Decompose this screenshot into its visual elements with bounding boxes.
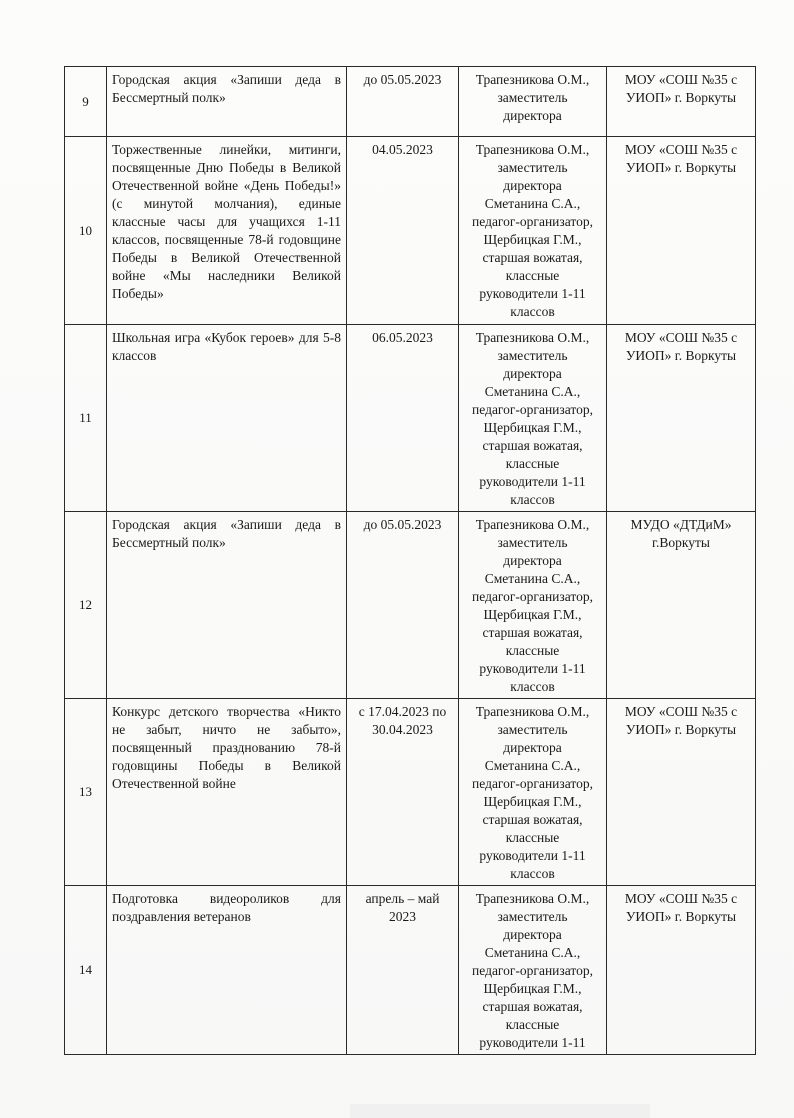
responsible-line: педагог-организатор, [472, 963, 593, 978]
responsible-line: Сметанина С.А., [484, 384, 581, 399]
responsible-line: Щербицкая Г.М., [483, 794, 582, 809]
responsible-line: классов [510, 866, 555, 881]
responsible-line: заместитель [497, 722, 568, 737]
responsible-line: педагог-организатор, [472, 589, 593, 604]
location-line: УИОП» г. Воркуты [625, 909, 737, 924]
responsible-line: классов [510, 679, 555, 694]
table-row [65, 512, 756, 699]
responsible-line: Сметанина С.А., [484, 758, 581, 773]
responsible-line: директора [503, 740, 562, 755]
responsible-line: директора [503, 366, 562, 381]
row-number: 13 [65, 699, 107, 886]
responsible-line: заместитель [497, 90, 568, 105]
responsible-persons [459, 325, 607, 512]
responsible-line: директора [503, 927, 562, 942]
responsible-line: Трапезникова О.М., [475, 72, 590, 87]
location-line: УИОП» г. Воркуты [625, 722, 737, 737]
responsible-line: классные [505, 1017, 560, 1032]
event-description: Школьная игра «Кубок героев» для 5-8 классов [107, 325, 347, 512]
responsible-line: старшая вожатая, [482, 625, 583, 640]
responsible-line: заместитель [497, 348, 568, 363]
event-date: с 17.04.2023 по 30.04.2023 [347, 699, 459, 886]
responsible-line: руководители 1-11 [479, 286, 586, 301]
row-number: 9 [65, 67, 107, 137]
event-date: апрель – май 2023 [347, 886, 459, 1055]
event-location [607, 137, 756, 325]
location-line: МОУ «СОШ №35 с [624, 330, 738, 345]
responsible-line: классные [505, 830, 560, 845]
events-table [64, 66, 756, 1055]
responsible-line: заместитель [497, 909, 568, 924]
responsible-line: Трапезникова О.М., [475, 891, 590, 906]
table-row [65, 67, 756, 137]
row-number: 10 [65, 137, 107, 325]
responsible-line: Трапезникова О.М., [475, 142, 590, 157]
table-row [65, 886, 756, 1055]
responsible-line: классные [505, 268, 560, 283]
responsible-line: старшая вожатая, [482, 438, 583, 453]
row-number: 11 [65, 325, 107, 512]
event-description: Подготовка видеороликов для поздравления ветеранов [107, 886, 347, 1055]
events-table-body [65, 67, 756, 1055]
responsible-line: педагог-организатор, [472, 776, 593, 791]
location-line: УИОП» г. Воркуты [625, 160, 737, 175]
responsible-line: старшая вожатая, [482, 250, 583, 265]
event-description: Городская акция «Запиши деда в Бессмертный полк» [107, 67, 347, 137]
responsible-persons [459, 699, 607, 886]
event-location [607, 699, 756, 886]
table-row [65, 325, 756, 512]
responsible-line: заместитель [497, 160, 568, 175]
responsible-line: Трапезникова О.М., [475, 517, 590, 532]
event-location [607, 325, 756, 512]
row-number: 12 [65, 512, 107, 699]
responsible-line: классные [505, 456, 560, 471]
location-line: МУДО «ДТДиМ» [630, 517, 732, 532]
event-description: Торжественные линейки, митинги, посвященные Дню Победы в Великой Отечественной войне «День Победы!» (с минутой молчания), единые классные часы для учащихся 1-11 классов, посвященные 78-й годовщине Победы в Великой Отечественной войне «Мы наследники Великой Победы» [107, 137, 347, 325]
responsible-line: Трапезникова О.М., [475, 704, 590, 719]
event-date: 04.05.2023 [347, 137, 459, 325]
event-date: до 05.05.2023 [347, 67, 459, 137]
responsible-line: Сметанина С.А., [484, 945, 581, 960]
responsible-line: Сметанина С.А., [484, 571, 581, 586]
scan-smudge [350, 1104, 650, 1118]
responsible-persons [459, 137, 607, 325]
event-location [607, 67, 756, 137]
responsible-line: классов [510, 492, 555, 507]
responsible-line: Щербицкая Г.М., [483, 981, 582, 996]
responsible-persons [459, 512, 607, 699]
responsible-line: Щербицкая Г.М., [483, 232, 582, 247]
location-line: УИОП» г. Воркуты [625, 90, 737, 105]
location-line: МОУ «СОШ №35 с [624, 142, 738, 157]
responsible-line: Сметанина С.А., [484, 196, 581, 211]
responsible-line: директора [503, 108, 562, 123]
responsible-line: старшая вожатая, [482, 999, 583, 1014]
responsible-line: руководители 1-11 [479, 848, 586, 863]
event-date: до 05.05.2023 [347, 512, 459, 699]
responsible-persons [459, 67, 607, 137]
location-line: МОУ «СОШ №35 с [624, 891, 738, 906]
responsible-line: педагог-организатор, [472, 214, 593, 229]
responsible-line: руководители 1-11 [479, 1035, 586, 1050]
event-location [607, 886, 756, 1055]
responsible-line: классные [505, 643, 560, 658]
responsible-line: Трапезникова О.М., [475, 330, 590, 345]
row-number: 14 [65, 886, 107, 1055]
responsible-line: Щербицкая Г.М., [483, 607, 582, 622]
location-line: МОУ «СОШ №35 с [624, 704, 738, 719]
event-location [607, 512, 756, 699]
responsible-line: Щербицкая Г.М., [483, 420, 582, 435]
responsible-line: директора [503, 178, 562, 193]
table-row [65, 137, 756, 325]
event-description: Конкурс детского творчества «Никто не забыт, ничто не забыто», посвященный празднованию 78-й годовщины Победы в Великой Отечественной войне [107, 699, 347, 886]
responsible-line: педагог-организатор, [472, 402, 593, 417]
table-row [65, 699, 756, 886]
responsible-line: руководители 1-11 [479, 474, 586, 489]
responsible-persons [459, 886, 607, 1055]
location-line: УИОП» г. Воркуты [625, 348, 737, 363]
responsible-line: директора [503, 553, 562, 568]
location-line: г.Воркуты [652, 535, 710, 550]
responsible-line: заместитель [497, 535, 568, 550]
event-date: 06.05.2023 [347, 325, 459, 512]
responsible-line: руководители 1-11 [479, 661, 586, 676]
location-line: МОУ «СОШ №35 с [624, 72, 738, 87]
responsible-line: старшая вожатая, [482, 812, 583, 827]
responsible-line: классов [510, 304, 555, 319]
event-description: Городская акция «Запиши деда в Бессмертный полк» [107, 512, 347, 699]
